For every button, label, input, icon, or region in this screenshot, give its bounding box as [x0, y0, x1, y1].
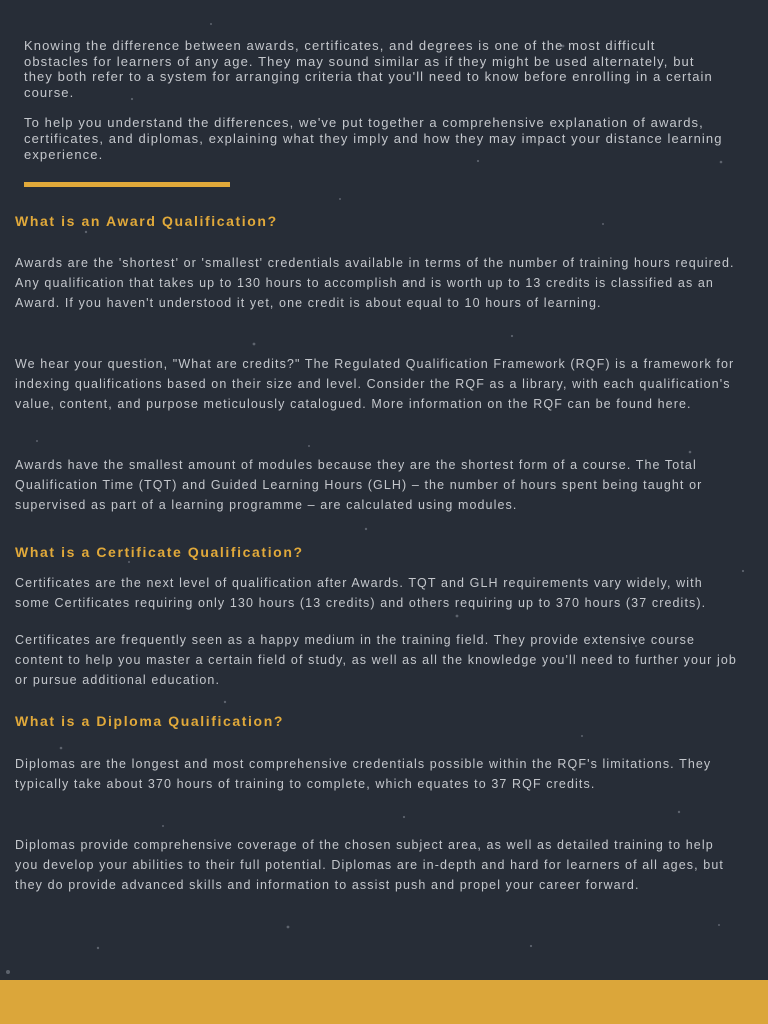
- award-paragraph-3: Awards have the smallest amount of modules because they are the shortest form of a course. The Total Qualification Time (TQT) and Guided Learning Hours (GLH) – the number of hours spent being taught or supervised as part of a learning programme – are calculated using modules.: [15, 458, 703, 513]
- certificate-heading: What is a Certificate Qualification?: [15, 544, 304, 560]
- intro-paragraph-1: Knowing the difference between awards, certificates, and degrees is one of the most difficult obstacles for learners of any age. They may sound similar as if they might be used alternately, but they both refer to a system for arranging criteria that you'll need to know before enrolling in a certain course.: [24, 38, 713, 100]
- award-paragraph-2: We hear your question, "What are credits?" The Regulated Qualification Framework (RQF) is a framework for indexing qualifications based on their size and level. Consider the RQF as a library, with each qualification's value, content, and purpose meticulously catalogued. More information on the RQF can be found here.: [15, 357, 735, 412]
- intro-paragraph-2: To help you understand the differences, we've put together a comprehensive explanation of awards, certificates, and diplomas, explaining what they imply and how they may impact your distance learning experience.: [24, 115, 723, 162]
- award-paragraph-1: Awards are the 'shortest' or 'smallest' credentials available in terms of the number of training hours required. Any qualification that takes up to 130 hours to accomplish and is worth up to 13 credits is classified as an Award. If you haven't understood it yet, one credit is about equal to 10 hours of learning.: [15, 256, 735, 311]
- diploma-paragraph-1: Diplomas are the longest and most comprehensive credentials possible within the RQF's limitations. They typically take about 370 hours of training to complete, which equates to 37 RQF credits.: [15, 757, 712, 792]
- intro-section: [24, 38, 724, 177]
- certificate-paragraph-2: Certificates are frequently seen as a happy medium in the training field. They provide extensive course content to help you master a certain field of study, as well as all the knowledge you'll need to further your job or pursue additional education.: [15, 633, 737, 688]
- certificate-paragraph-1: Certificates are the next level of qualification after Awards. TQT and GLH requirements vary widely, with some Certificates requiring only 130 hours (13 credits) and others requiring up to 370 hours (37 credits).: [15, 576, 707, 611]
- diploma-paragraph-2: Diplomas provide comprehensive coverage of the chosen subject area, as well as detailed training to help you develop your abilities to their full potential. Diplomas are in-depth and hard for learners of all ages, but they do provide advanced skills and information to assist push and propel your career forward.: [15, 838, 724, 893]
- diploma-heading: What is a Diploma Qualification?: [15, 713, 284, 729]
- footer-accent-bar: [0, 980, 768, 1024]
- award-heading: What is an Award Qualification?: [15, 213, 278, 229]
- accent-divider: [24, 182, 230, 187]
